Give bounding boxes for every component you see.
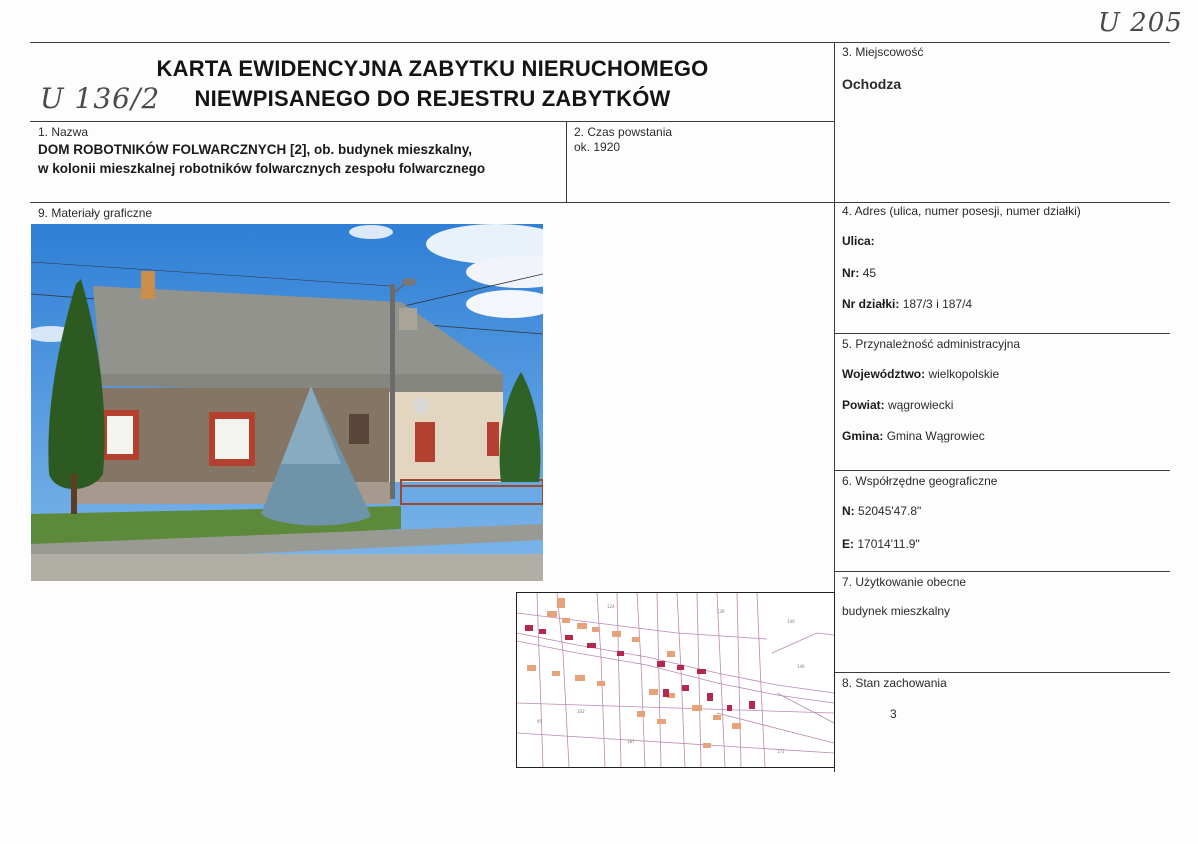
house-number-label: Nr: bbox=[842, 266, 860, 280]
street-label: Ulica: bbox=[842, 234, 875, 248]
monument-name-line1: DOM ROBOTNIKÓW FOLWARCZNYCH [2], ob. budynek mieszkalny, bbox=[38, 142, 473, 157]
section4-bottom-line bbox=[834, 333, 1170, 334]
coordinates-label: 6. Współrzędne geograficzne bbox=[842, 474, 998, 488]
construction-time-label: 2. Czas powstania bbox=[574, 125, 673, 139]
handwritten-number-top-right: U 205 bbox=[1098, 8, 1183, 38]
svg-text:136: 136 bbox=[717, 609, 725, 614]
commune-value: Gmina Wągrowiec bbox=[886, 429, 985, 443]
commune-label: Gmina: bbox=[842, 429, 884, 443]
longitude-value: 17014'11.9" bbox=[857, 537, 920, 551]
name-label: 1. Nazwa bbox=[38, 125, 89, 139]
svg-text:140: 140 bbox=[787, 619, 795, 624]
document-title-line1: KARTA EWIDENCYJNA ZABYTKU NIERUCHOMEGO bbox=[156, 56, 709, 81]
handwritten-inventory-mark: U 136/2 bbox=[40, 82, 161, 115]
house-number-row bbox=[842, 266, 876, 280]
longitude-row bbox=[842, 537, 920, 551]
svg-text:146: 146 bbox=[797, 664, 805, 669]
county-label: Powiat: bbox=[842, 398, 885, 412]
svg-text:187: 187 bbox=[627, 739, 635, 744]
plot-number-label: Nr działki: bbox=[842, 297, 900, 311]
street-row bbox=[842, 234, 875, 248]
building-photo bbox=[31, 224, 543, 581]
latitude-label: N: bbox=[842, 504, 855, 518]
svg-text:95: 95 bbox=[537, 719, 543, 724]
section6-bottom-line bbox=[834, 571, 1170, 572]
section5-bottom-line bbox=[834, 470, 1170, 471]
condition-value: 3 bbox=[890, 707, 897, 721]
voivodeship-label: Województwo: bbox=[842, 367, 926, 381]
construction-time-value: ok. 1920 bbox=[574, 140, 621, 154]
administrative-affiliation-label: 5. Przynależność administracyjna bbox=[842, 337, 1021, 351]
condition-label: 8. Stan zachowania bbox=[842, 676, 947, 690]
latitude-row bbox=[842, 504, 921, 518]
svg-text:102: 102 bbox=[577, 709, 585, 714]
current-use-label: 7. Użytkowanie obecne bbox=[842, 575, 967, 589]
title-bottom-line bbox=[30, 121, 835, 122]
cadastral-map bbox=[516, 592, 835, 768]
commune-row bbox=[842, 429, 985, 443]
house-number-value: 45 bbox=[862, 266, 877, 280]
plot-number-row bbox=[842, 297, 972, 311]
graphic-materials-label: 9. Materiały graficzne bbox=[38, 206, 153, 220]
voivodeship-value: wielkopolskie bbox=[928, 367, 1000, 381]
locality-label: 3. Miejscowość bbox=[842, 45, 924, 59]
document-title-line2: NIEWPISANEGO DO REJESTRU ZABYTKÓW bbox=[194, 86, 671, 111]
section7-bottom-line bbox=[834, 672, 1170, 673]
current-use-value: budynek mieszkalny bbox=[842, 604, 951, 618]
locality-value: Ochodza bbox=[842, 76, 902, 92]
top-border-line bbox=[30, 42, 1170, 43]
row1-bottom-line bbox=[30, 202, 1170, 203]
name-date-divider bbox=[566, 121, 567, 203]
voivodeship-row bbox=[842, 367, 999, 381]
monument-name-line2: w kolonii mieszkalnej robotników folwarcznych zespołu folwarcznego bbox=[38, 161, 486, 176]
latitude-value: 52045'47.8" bbox=[858, 504, 922, 518]
svg-text:124: 124 bbox=[607, 604, 615, 609]
svg-text:171: 171 bbox=[777, 749, 785, 754]
plot-number-value: 187/3 i 187/4 bbox=[902, 297, 973, 311]
county-value: wągrowiecki bbox=[888, 398, 954, 412]
longitude-label: E: bbox=[842, 537, 854, 551]
address-label: 4. Adres (ulica, numer posesji, numer działki) bbox=[842, 204, 1081, 218]
county-row bbox=[842, 398, 953, 412]
